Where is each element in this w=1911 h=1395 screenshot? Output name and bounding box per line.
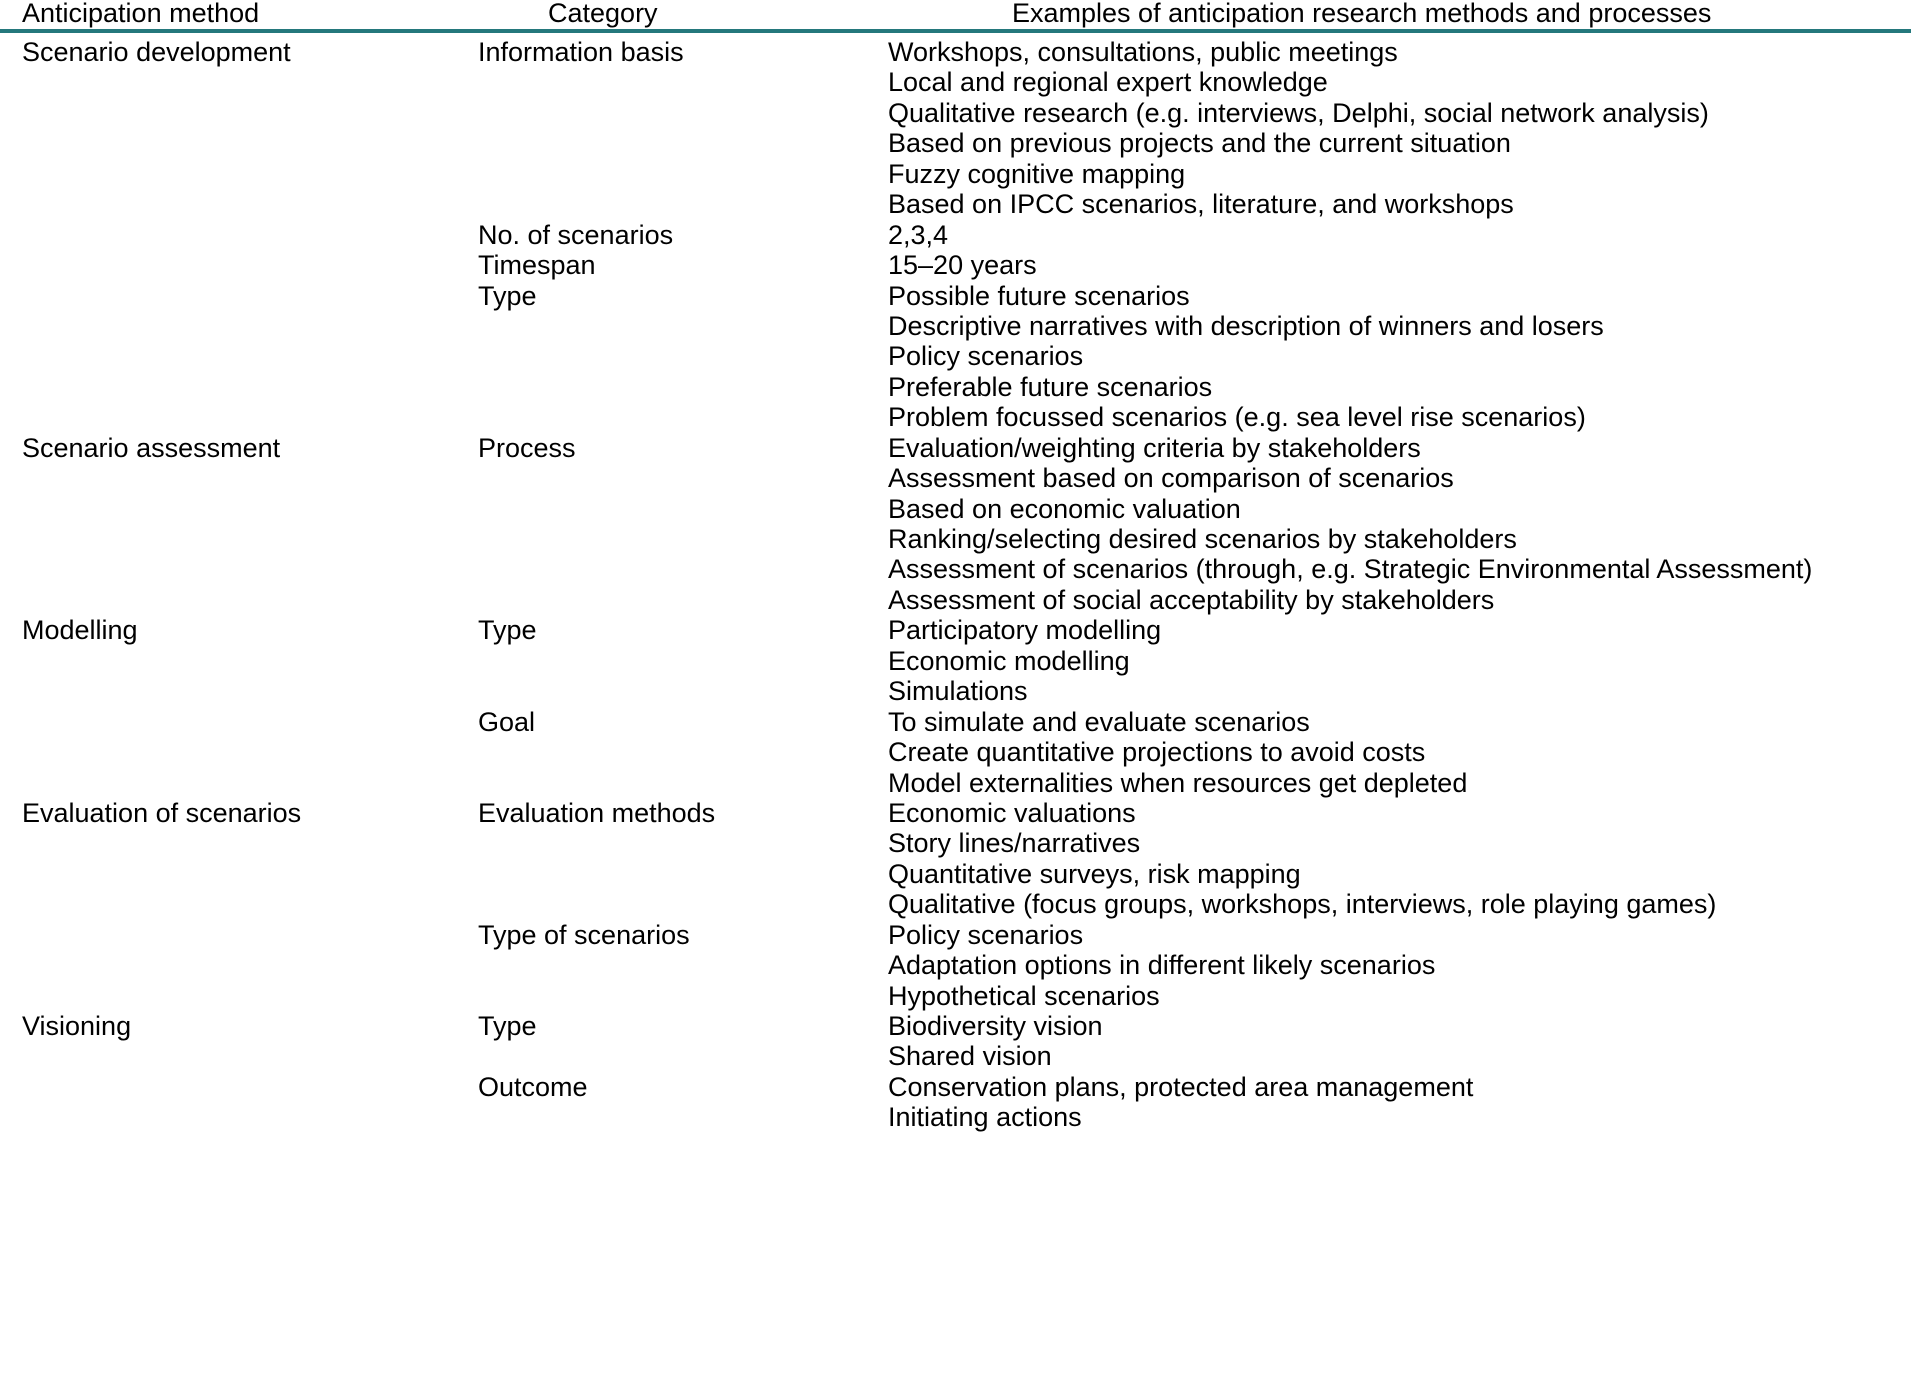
cell-example: Fuzzy cognitive mapping (888, 158, 1186, 189)
table-header-row (0, 0, 1911, 30)
cell-example: Qualitative (focus groups, workshops, interviews, role playing games) (888, 889, 1717, 920)
cell-example: Based on IPCC scenarios, literature, and workshops (888, 189, 1514, 220)
table-row (0, 798, 1911, 828)
table-row (0, 189, 1911, 219)
cell-example: Descriptive narratives with description of winners and losers (888, 310, 1604, 341)
cell-example: Economic modelling (888, 645, 1130, 676)
cell-example: Biodiversity vision (888, 1011, 1103, 1041)
cell-example: 2,3,4 (888, 219, 949, 250)
table-row (0, 1011, 1911, 1041)
cell-example: Preferable future scenarios (888, 371, 1213, 402)
cell-example: Ranking/selecting desired scenarios by stakeholders (888, 524, 1517, 554)
cell-example: Quantitative surveys, risk mapping (888, 858, 1301, 889)
cell-example: Possible future scenarios (888, 280, 1190, 311)
cell-anticipation-method: Scenario assessment (22, 432, 281, 463)
table-row (0, 615, 1911, 645)
cell-category: Goal (478, 706, 536, 737)
table-row (0, 433, 1911, 463)
table-row (0, 494, 1911, 524)
cell-example: Based on economic valuation (888, 493, 1241, 524)
cell-example: Problem focussed scenarios (e.g. sea level rise scenarios) (888, 402, 1586, 433)
cell-example: Model externalities when resources get depleted (888, 767, 1468, 798)
table-row (0, 737, 1911, 767)
cell-example: Shared vision (888, 1041, 1052, 1072)
table-row (0, 281, 1911, 311)
cell-example: Evaluation/weighting criteria by stakeholders (888, 432, 1421, 463)
table-row (0, 950, 1911, 980)
cell-anticipation-method: Evaluation of scenarios (22, 797, 302, 828)
table-row (0, 250, 1911, 280)
header-divider-rule (0, 29, 1911, 33)
cell-category: Information basis (478, 37, 684, 67)
cell-category: Type of scenarios (478, 919, 690, 950)
table-row (0, 768, 1911, 798)
table-row (0, 402, 1911, 432)
cell-example: Workshops, consultations, public meetings (888, 37, 1398, 67)
table-row (0, 463, 1911, 493)
table-row (0, 707, 1911, 737)
table-row (0, 859, 1911, 889)
table-row (0, 585, 1911, 615)
table-row (0, 220, 1911, 250)
cell-anticipation-method: Visioning (22, 1011, 132, 1041)
cell-anticipation-method: Modelling (22, 615, 138, 646)
table-row (0, 889, 1911, 919)
cell-example: Economic valuations (888, 797, 1136, 828)
table-row (0, 372, 1911, 402)
table-row (0, 128, 1911, 158)
table-row (0, 341, 1911, 371)
table-row (0, 920, 1911, 950)
cell-example: Assessment of scenarios (through, e.g. Strategic Environmental Assessment) (888, 554, 1813, 585)
cell-example: Initiating actions (888, 1102, 1082, 1133)
cell-example: Hypothetical scenarios (888, 980, 1160, 1011)
column-header-anticipation-method: Anticipation method (22, 0, 260, 28)
table-row (0, 1102, 1911, 1132)
cell-category: Type (478, 1011, 537, 1041)
cell-example: Participatory modelling (888, 615, 1162, 646)
table-row (0, 554, 1911, 584)
table-row (0, 311, 1911, 341)
table-row (0, 67, 1911, 97)
cell-example: Conservation plans, protected area management (888, 1071, 1474, 1102)
cell-example: Policy scenarios (888, 919, 1084, 950)
cell-category: Evaluation methods (478, 797, 716, 828)
cell-example: Assessment of social acceptability by stakeholders (888, 584, 1495, 615)
cell-example: 15–20 years (888, 250, 1037, 281)
cell-category: Outcome (478, 1071, 588, 1102)
table-row (0, 37, 1911, 67)
cell-example: To simulate and evaluate scenarios (888, 706, 1310, 737)
cell-category: Process (478, 432, 576, 463)
table-row (0, 981, 1911, 1011)
table-row (0, 646, 1911, 676)
cell-anticipation-method: Scenario development (22, 37, 291, 67)
table-row (0, 159, 1911, 189)
table-row (0, 524, 1911, 554)
table-row (0, 676, 1911, 706)
cell-category: Timespan (478, 250, 596, 281)
cell-example: Assessment based on comparison of scenarios (888, 463, 1454, 494)
column-header-category: Category (548, 0, 658, 28)
cell-category: Type (478, 280, 537, 311)
cell-category: Type (478, 615, 537, 646)
column-header-examples: Examples of anticipation research methods and processes (1012, 0, 1712, 28)
cell-example: Story lines/narratives (888, 828, 1141, 859)
table-row (0, 1072, 1911, 1102)
cell-example: Policy scenarios (888, 341, 1084, 372)
cell-example: Qualitative research (e.g. interviews, Delphi, social network analysis) (888, 97, 1709, 128)
cell-example: Simulations (888, 676, 1028, 707)
cell-example: Local and regional expert knowledge (888, 67, 1328, 98)
cell-example: Adaptation options in different likely scenarios (888, 950, 1436, 981)
table-row (0, 1041, 1911, 1071)
cell-category: No. of scenarios (478, 219, 674, 250)
table-body (0, 37, 1911, 1133)
cell-example: Based on previous projects and the current situation (888, 128, 1511, 159)
cell-example: Create quantitative projections to avoid costs (888, 737, 1426, 768)
table-row (0, 98, 1911, 128)
table-row (0, 828, 1911, 858)
